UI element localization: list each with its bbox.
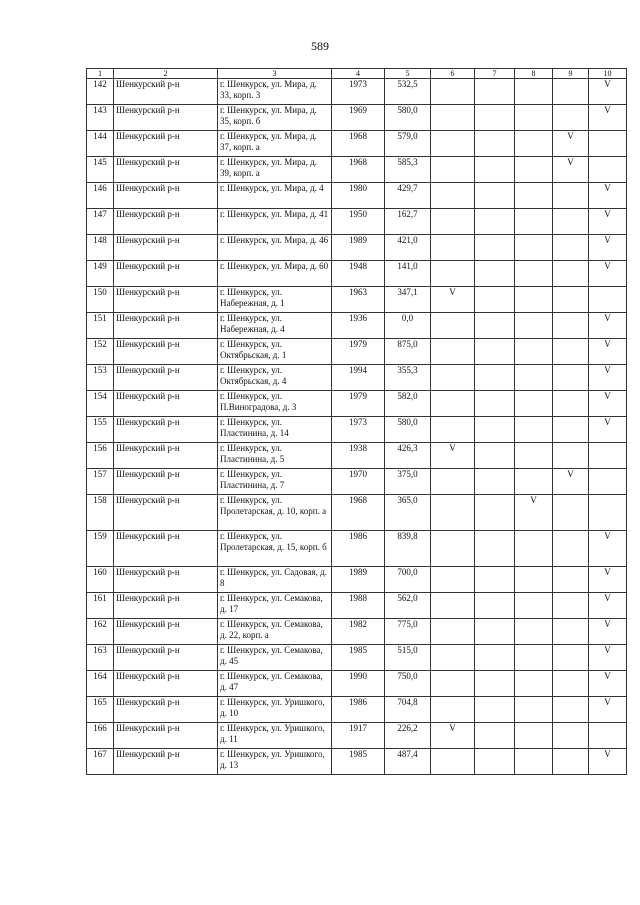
mark-cell [589, 157, 627, 183]
mark-cell [515, 157, 553, 183]
mark-cell [431, 697, 475, 723]
mark-cell [589, 723, 627, 749]
table-row [87, 365, 627, 391]
mark-cell [553, 671, 589, 697]
mark-cell [431, 339, 475, 365]
table-row [87, 235, 627, 261]
row-number-cell: 165 [87, 697, 114, 723]
row-number-cell: 154 [87, 391, 114, 417]
district-cell: Шенкурский р-н [114, 593, 218, 619]
mark-cell [431, 313, 475, 339]
address-cell: г. Шенкурск, ул. Октябрьская, д. 1 [218, 339, 332, 365]
mark-cell [475, 531, 515, 567]
mark-cell [589, 131, 627, 157]
year-cell: 1994 [332, 365, 385, 391]
mark-cell [553, 391, 589, 417]
table-row [87, 749, 627, 775]
mark-cell: V [589, 531, 627, 567]
table-row [87, 339, 627, 365]
year-cell: 1938 [332, 443, 385, 469]
table-row [87, 469, 627, 495]
address-cell: г. Шенкурск, ул. Мира, д. 4 [218, 183, 332, 209]
row-number-cell: 162 [87, 619, 114, 645]
district-cell: Шенкурский р-н [114, 209, 218, 235]
year-cell: 1948 [332, 261, 385, 287]
mark-cell [515, 131, 553, 157]
district-cell: Шенкурский р-н [114, 131, 218, 157]
mark-cell [475, 313, 515, 339]
row-number-cell: 151 [87, 313, 114, 339]
mark-cell: V [553, 157, 589, 183]
address-cell: г. Шенкурск, ул. Мира, д. 37, корп. а [218, 131, 332, 157]
mark-cell [515, 339, 553, 365]
area-cell: 750,0 [385, 671, 431, 697]
row-number-cell: 150 [87, 287, 114, 313]
district-cell: Шенкурский р-н [114, 619, 218, 645]
table-row [87, 183, 627, 209]
area-cell: 580,0 [385, 417, 431, 443]
area-cell: 487,4 [385, 749, 431, 775]
area-cell: 839,8 [385, 531, 431, 567]
address-cell: г. Шенкурск, ул. Мира, д. 41 [218, 209, 332, 235]
mark-cell [553, 417, 589, 443]
address-cell: г. Шенкурск, ул. Уришкого, д. 11 [218, 723, 332, 749]
address-cell: г. Шенкурск, ул. Пластинина, д. 14 [218, 417, 332, 443]
mark-cell [515, 469, 553, 495]
mark-cell: V [589, 391, 627, 417]
year-cell: 1986 [332, 531, 385, 567]
mark-cell: V [431, 287, 475, 313]
area-cell: 421,0 [385, 235, 431, 261]
row-number-cell: 153 [87, 365, 114, 391]
year-cell: 1980 [332, 183, 385, 209]
column-header: 7 [475, 69, 515, 79]
mark-cell: V [589, 593, 627, 619]
address-cell: г. Шенкурск, ул. Мира, д. 33, корп. 3 [218, 79, 332, 105]
year-cell: 1963 [332, 287, 385, 313]
district-cell: Шенкурский р-н [114, 339, 218, 365]
area-cell: 162,7 [385, 209, 431, 235]
mark-cell [475, 105, 515, 131]
mark-cell [475, 697, 515, 723]
mark-cell: V [553, 469, 589, 495]
mark-cell [431, 671, 475, 697]
row-number-cell: 164 [87, 671, 114, 697]
area-cell: 579,0 [385, 131, 431, 157]
mark-cell [475, 723, 515, 749]
year-cell: 1970 [332, 469, 385, 495]
mark-cell [553, 183, 589, 209]
address-cell: г. Шенкурск, ул. Пролетарская, д. 10, корп. а [218, 495, 332, 531]
table-row [87, 287, 627, 313]
district-cell: Шенкурский р-н [114, 417, 218, 443]
header-row [87, 69, 627, 79]
area-cell: 585,3 [385, 157, 431, 183]
mark-cell [515, 697, 553, 723]
mark-cell [431, 183, 475, 209]
year-cell: 1990 [332, 671, 385, 697]
area-cell: 429,7 [385, 183, 431, 209]
mark-cell [553, 313, 589, 339]
mark-cell [515, 105, 553, 131]
year-cell: 1988 [332, 593, 385, 619]
mark-cell [431, 619, 475, 645]
mark-cell [515, 671, 553, 697]
area-cell: 582,0 [385, 391, 431, 417]
address-cell: г. Шенкурск, ул. Семакова, д. 17 [218, 593, 332, 619]
address-cell: г. Шенкурск, ул. Пластинина, д. 5 [218, 443, 332, 469]
table-row [87, 645, 627, 671]
mark-cell [553, 365, 589, 391]
district-cell: Шенкурский р-н [114, 671, 218, 697]
mark-cell [431, 391, 475, 417]
address-cell: г. Шенкурск, ул. Пластинина, д. 7 [218, 469, 332, 495]
mark-cell [515, 531, 553, 567]
column-header: 6 [431, 69, 475, 79]
mark-cell [431, 593, 475, 619]
mark-cell [475, 131, 515, 157]
mark-cell [431, 469, 475, 495]
address-cell: г. Шенкурск, ул. Набережная, д. 4 [218, 313, 332, 339]
mark-cell [515, 183, 553, 209]
mark-cell: V [589, 567, 627, 593]
row-number-cell: 156 [87, 443, 114, 469]
mark-cell [515, 749, 553, 775]
row-number-cell: 148 [87, 235, 114, 261]
table-row [87, 495, 627, 531]
mark-cell: V [589, 105, 627, 131]
mark-cell [475, 391, 515, 417]
mark-cell [553, 697, 589, 723]
mark-cell [475, 365, 515, 391]
mark-cell [431, 261, 475, 287]
address-cell: г. Шенкурск, ул. Уришкого, д. 13 [218, 749, 332, 775]
table-row [87, 261, 627, 287]
mark-cell: V [589, 749, 627, 775]
mark-cell [553, 261, 589, 287]
year-cell: 1950 [332, 209, 385, 235]
table-row [87, 131, 627, 157]
mark-cell [431, 531, 475, 567]
mark-cell: V [589, 417, 627, 443]
table-row [87, 531, 627, 567]
mark-cell [553, 645, 589, 671]
address-cell: г. Шенкурск, ул. Мира, д. 39, корп. а [218, 157, 332, 183]
year-cell: 1989 [332, 567, 385, 593]
mark-cell [475, 417, 515, 443]
year-cell: 1917 [332, 723, 385, 749]
district-cell: Шенкурский р-н [114, 391, 218, 417]
row-number-cell: 143 [87, 105, 114, 131]
district-cell: Шенкурский р-н [114, 443, 218, 469]
mark-cell: V [515, 495, 553, 531]
mark-cell: V [589, 671, 627, 697]
row-number-cell: 163 [87, 645, 114, 671]
address-cell: г. Шенкурск, ул. Мира, д. 60 [218, 261, 332, 287]
year-cell: 1973 [332, 79, 385, 105]
row-number-cell: 160 [87, 567, 114, 593]
table-row [87, 723, 627, 749]
district-cell: Шенкурский р-н [114, 749, 218, 775]
mark-cell [475, 619, 515, 645]
table-row [87, 417, 627, 443]
mark-cell: V [589, 365, 627, 391]
table-row [87, 391, 627, 417]
mark-cell [515, 365, 553, 391]
year-cell: 1989 [332, 235, 385, 261]
row-number-cell: 142 [87, 79, 114, 105]
table-row [87, 443, 627, 469]
column-header: 2 [114, 69, 218, 79]
column-header: 10 [589, 69, 627, 79]
row-number-cell: 149 [87, 261, 114, 287]
mark-cell [553, 593, 589, 619]
mark-cell [553, 567, 589, 593]
table-row [87, 209, 627, 235]
mark-cell [515, 567, 553, 593]
table-row [87, 671, 627, 697]
mark-cell [553, 495, 589, 531]
area-cell: 700,0 [385, 567, 431, 593]
district-cell: Шенкурский р-н [114, 105, 218, 131]
table-row [87, 697, 627, 723]
mark-cell [431, 645, 475, 671]
district-cell: Шенкурский р-н [114, 157, 218, 183]
column-header: 1 [87, 69, 114, 79]
mark-cell [475, 469, 515, 495]
district-cell: Шенкурский р-н [114, 469, 218, 495]
district-cell: Шенкурский р-н [114, 313, 218, 339]
mark-cell: V [589, 79, 627, 105]
row-number-cell: 155 [87, 417, 114, 443]
area-cell: 704,8 [385, 697, 431, 723]
area-cell: 562,0 [385, 593, 431, 619]
mark-cell [515, 313, 553, 339]
area-cell: 426,3 [385, 443, 431, 469]
mark-cell: V [589, 339, 627, 365]
mark-cell: V [589, 183, 627, 209]
mark-cell: V [589, 313, 627, 339]
mark-cell [431, 131, 475, 157]
year-cell: 1936 [332, 313, 385, 339]
mark-cell [515, 593, 553, 619]
mark-cell: V [589, 619, 627, 645]
area-cell: 875,0 [385, 339, 431, 365]
row-number-cell: 158 [87, 495, 114, 531]
mark-cell [475, 671, 515, 697]
table-row [87, 619, 627, 645]
mark-cell [553, 531, 589, 567]
buildings-table [86, 68, 627, 775]
mark-cell [475, 157, 515, 183]
mark-cell [475, 79, 515, 105]
mark-cell [515, 417, 553, 443]
mark-cell [589, 495, 627, 531]
column-header: 9 [553, 69, 589, 79]
column-header: 4 [332, 69, 385, 79]
address-cell: г. Шенкурск, ул. Октябрьская, д. 4 [218, 365, 332, 391]
row-number-cell: 144 [87, 131, 114, 157]
mark-cell [475, 749, 515, 775]
district-cell: Шенкурский р-н [114, 235, 218, 261]
address-cell: г. Шенкурск, ул. Семакова, д. 45 [218, 645, 332, 671]
mark-cell: V [589, 235, 627, 261]
area-cell: 347,1 [385, 287, 431, 313]
address-cell: г. Шенкурск, ул. Садовая, д. 8 [218, 567, 332, 593]
column-header: 5 [385, 69, 431, 79]
mark-cell [589, 469, 627, 495]
table-row [87, 593, 627, 619]
mark-cell [553, 723, 589, 749]
row-number-cell: 145 [87, 157, 114, 183]
mark-cell [475, 261, 515, 287]
district-cell: Шенкурский р-н [114, 79, 218, 105]
column-header: 8 [515, 69, 553, 79]
mark-cell [515, 391, 553, 417]
mark-cell [475, 235, 515, 261]
mark-cell [553, 235, 589, 261]
year-cell: 1982 [332, 619, 385, 645]
mark-cell [589, 287, 627, 313]
mark-cell [431, 417, 475, 443]
mark-cell [431, 749, 475, 775]
district-cell: Шенкурский р-н [114, 723, 218, 749]
area-cell: 580,0 [385, 105, 431, 131]
mark-cell [431, 365, 475, 391]
column-header: 3 [218, 69, 332, 79]
row-number-cell: 157 [87, 469, 114, 495]
mark-cell [475, 567, 515, 593]
year-cell: 1968 [332, 131, 385, 157]
area-cell: 355,3 [385, 365, 431, 391]
mark-cell [515, 209, 553, 235]
mark-cell [515, 287, 553, 313]
mark-cell [515, 619, 553, 645]
address-cell: г. Шенкурск, ул. Мира, д. 35, корп. б [218, 105, 332, 131]
mark-cell [475, 339, 515, 365]
area-cell: 775,0 [385, 619, 431, 645]
mark-cell: V [589, 261, 627, 287]
mark-cell [515, 645, 553, 671]
mark-cell [475, 443, 515, 469]
year-cell: 1968 [332, 495, 385, 531]
address-cell: г. Шенкурск, ул. Пролетарская, д. 15, корп. б [218, 531, 332, 567]
district-cell: Шенкурский р-н [114, 645, 218, 671]
mark-cell [553, 619, 589, 645]
mark-cell [475, 593, 515, 619]
area-cell: 226,2 [385, 723, 431, 749]
mark-cell [515, 235, 553, 261]
row-number-cell: 159 [87, 531, 114, 567]
mark-cell: V [431, 443, 475, 469]
mark-cell [553, 287, 589, 313]
year-cell: 1969 [332, 105, 385, 131]
year-cell: 1986 [332, 697, 385, 723]
area-cell: 365,0 [385, 495, 431, 531]
mark-cell [589, 443, 627, 469]
table-row [87, 157, 627, 183]
district-cell: Шенкурский р-н [114, 261, 218, 287]
row-number-cell: 146 [87, 183, 114, 209]
mark-cell [515, 443, 553, 469]
address-cell: г. Шенкурск, ул. Уришкого, д. 10 [218, 697, 332, 723]
mark-cell [475, 287, 515, 313]
mark-cell [475, 495, 515, 531]
district-cell: Шенкурский р-н [114, 287, 218, 313]
area-cell: 375,0 [385, 469, 431, 495]
district-cell: Шенкурский р-н [114, 365, 218, 391]
address-cell: г. Шенкурск, ул. П.Виноградова, д. 3 [218, 391, 332, 417]
row-number-cell: 166 [87, 723, 114, 749]
mark-cell [475, 209, 515, 235]
page-number: 589 [311, 39, 329, 53]
mark-cell [515, 79, 553, 105]
district-cell: Шенкурский р-н [114, 697, 218, 723]
table-row [87, 313, 627, 339]
row-number-cell: 152 [87, 339, 114, 365]
row-number-cell: 167 [87, 749, 114, 775]
mark-cell [475, 183, 515, 209]
mark-cell [431, 105, 475, 131]
district-cell: Шенкурский р-н [114, 495, 218, 531]
mark-cell [431, 157, 475, 183]
address-cell: г. Шенкурск, ул. Семакова, д. 47 [218, 671, 332, 697]
mark-cell [553, 209, 589, 235]
mark-cell [553, 339, 589, 365]
year-cell: 1968 [332, 157, 385, 183]
mark-cell: V [589, 645, 627, 671]
address-cell: г. Шенкурск, ул. Мира, д. 46 [218, 235, 332, 261]
mark-cell [553, 443, 589, 469]
mark-cell [515, 723, 553, 749]
table-row [87, 567, 627, 593]
area-cell: 0,0 [385, 313, 431, 339]
mark-cell [553, 749, 589, 775]
year-cell: 1985 [332, 749, 385, 775]
district-cell: Шенкурский р-н [114, 183, 218, 209]
mark-cell [553, 105, 589, 131]
district-cell: Шенкурский р-н [114, 531, 218, 567]
address-cell: г. Шенкурск, ул. Семакова, д. 22, корп. а [218, 619, 332, 645]
mark-cell [431, 79, 475, 105]
area-cell: 515,0 [385, 645, 431, 671]
district-cell: Шенкурский р-н [114, 567, 218, 593]
mark-cell [431, 495, 475, 531]
area-cell: 141,0 [385, 261, 431, 287]
table-row [87, 105, 627, 131]
year-cell: 1985 [332, 645, 385, 671]
row-number-cell: 147 [87, 209, 114, 235]
mark-cell: V [553, 131, 589, 157]
mark-cell: V [589, 209, 627, 235]
mark-cell: V [431, 723, 475, 749]
area-cell: 532,5 [385, 79, 431, 105]
table-row [87, 79, 627, 105]
mark-cell [553, 79, 589, 105]
mark-cell [431, 209, 475, 235]
year-cell: 1979 [332, 339, 385, 365]
mark-cell [431, 235, 475, 261]
row-number-cell: 161 [87, 593, 114, 619]
address-cell: г. Шенкурск, ул. Набережная, д. 1 [218, 287, 332, 313]
year-cell: 1973 [332, 417, 385, 443]
mark-cell [431, 567, 475, 593]
mark-cell [475, 645, 515, 671]
mark-cell [515, 261, 553, 287]
year-cell: 1979 [332, 391, 385, 417]
mark-cell: V [589, 697, 627, 723]
